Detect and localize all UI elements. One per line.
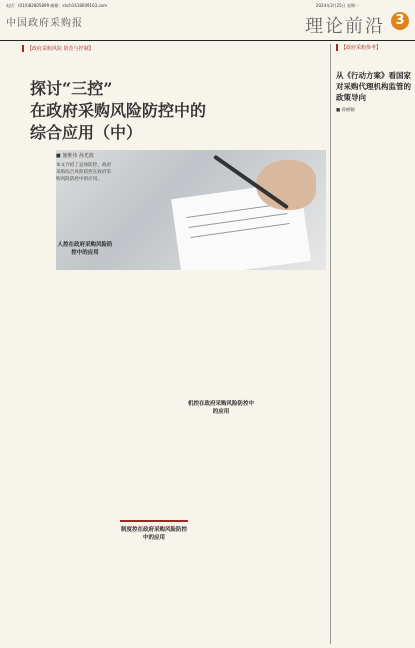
section-heading-2: 机控在政府采购风险防控中的应用: [188, 401, 254, 415]
left-article-column-3: [188, 280, 254, 640]
left-article-column-1: [56, 235, 114, 640]
title-line-1: 探讨“三控”: [30, 79, 113, 98]
column-divider: [330, 44, 331, 644]
right-article-title: 从《行动方案》看国家对采购代理机构监管的政策导向: [336, 71, 411, 102]
hand-illustration: [256, 160, 316, 210]
title-line-3: 综合应用（中）: [30, 123, 143, 142]
header-meta-right: 2024年3月25日 星期一: [315, 3, 359, 8]
main-article-title: [30, 78, 260, 144]
left-article-column-2: [118, 280, 184, 510]
section-heading-1: 人控在政府采购风险防控中的应用: [57, 242, 113, 256]
page-header: [0, 0, 415, 41]
header-meta-left: 电话：(010)82805899 邮箱：shch1418009163.com: [6, 3, 108, 8]
left-article-abstract: 本文介绍了总体防控、政府采购综合风险防控在政府采购风险防控中的应用。: [56, 163, 112, 182]
page-number-badge: 3: [391, 12, 409, 30]
left-article-tag: 【政府采购风险 防范与控制】: [22, 45, 94, 52]
title-line-2: 在政府采购风险防控中的: [30, 101, 207, 120]
right-article-author: ■ 孙丽颖: [336, 108, 355, 113]
right-article-tag: 【政府采购参考】: [336, 44, 381, 51]
left-article-author: ■ 施维伟 孙光波: [56, 153, 94, 159]
newspaper-masthead: 中国政府采购报: [6, 18, 83, 29]
bottom-section-box: [120, 520, 188, 640]
section-title: 理论前沿: [305, 16, 385, 37]
right-article-body: [336, 118, 411, 643]
section-heading-3: 制度控在政府采购风险防控中的应用: [120, 520, 188, 541]
left-article-column-4: [258, 280, 326, 640]
